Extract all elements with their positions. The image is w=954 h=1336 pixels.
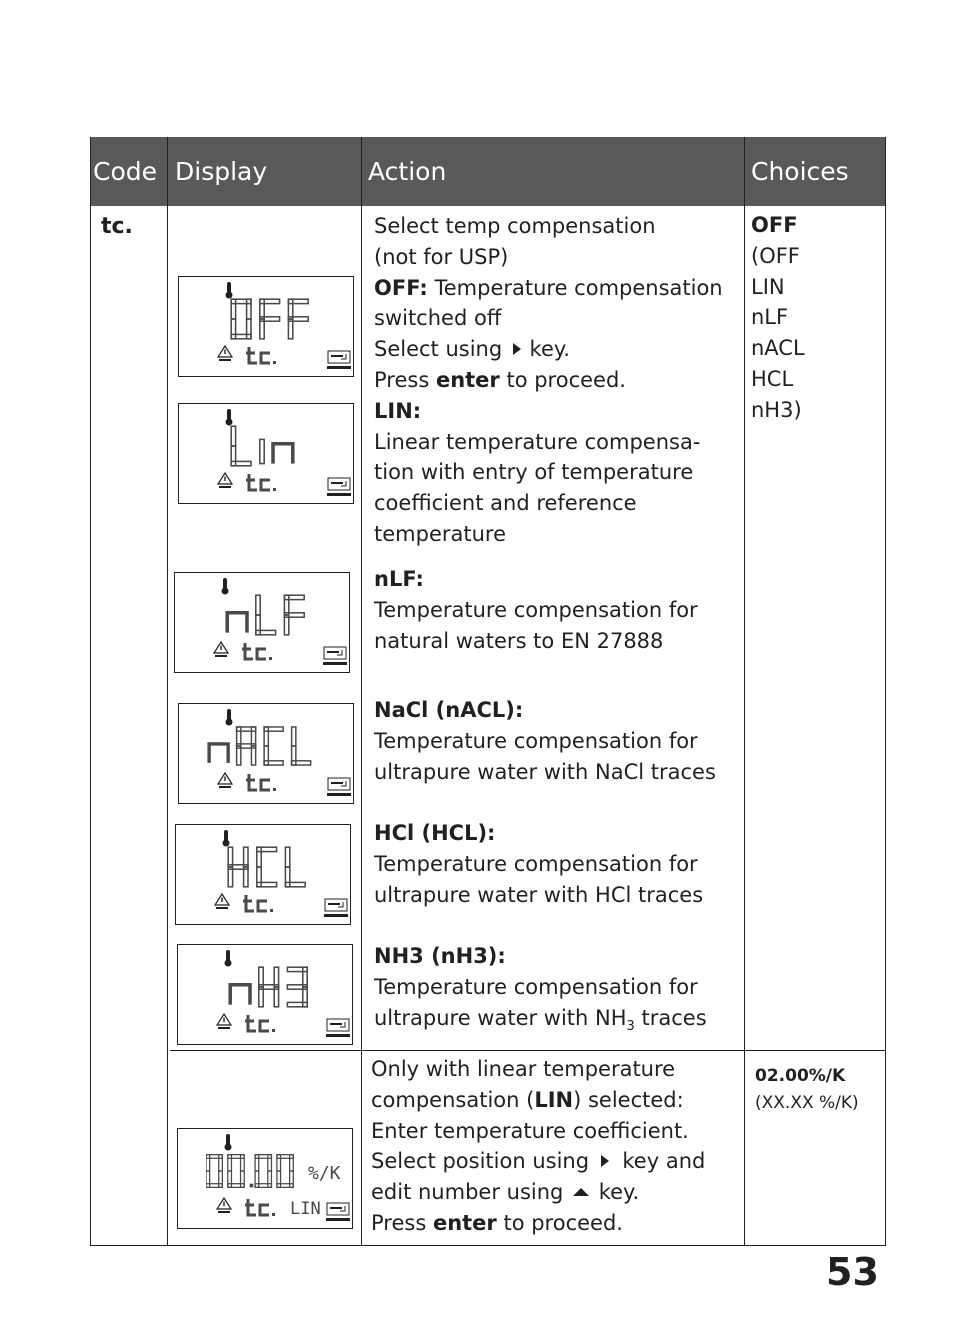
lcd-display — [177, 944, 353, 1045]
action-text: key and — [615, 1149, 706, 1174]
enter-key-icon — [327, 347, 351, 371]
header-display: Display — [175, 157, 268, 186]
action-text-nh3 — [374, 941, 707, 1033]
enter-key-icon — [327, 774, 351, 798]
enter-key-icon — [326, 1199, 350, 1223]
lcd-display — [178, 276, 354, 377]
option-label-hcl: HCl (HCL): — [374, 821, 496, 845]
action-text: compensation ( — [371, 1087, 535, 1112]
right-arrow-key-icon — [596, 1153, 616, 1169]
table-border-bottom — [90, 1245, 886, 1246]
action-text-nlf — [374, 564, 698, 656]
lcd-main-reading — [228, 965, 338, 1009]
action-line — [374, 1003, 707, 1034]
action-line: switched off — [374, 306, 502, 331]
enter-key-label: enter — [432, 1210, 497, 1235]
tc-indicator — [241, 641, 273, 663]
choice-item: nLF — [751, 305, 789, 330]
choice-default-value: 02.00%/K — [755, 1066, 846, 1086]
tc-indicator — [245, 345, 277, 367]
lcd-sub-reading: LIN — [290, 1199, 321, 1219]
option-label-nacl: NaCl (nACL): — [374, 698, 524, 722]
action-text: traces — [634, 1005, 707, 1030]
action-line: coefficient and reference — [374, 491, 637, 516]
action-line: Enter temperature coefficient. — [371, 1118, 689, 1143]
enter-key-label: enter — [435, 367, 500, 392]
action-text: Press — [371, 1210, 433, 1235]
header-divider — [167, 137, 168, 206]
enter-key-icon — [326, 1015, 350, 1039]
action-line — [374, 334, 723, 365]
parameter-code: tc. — [101, 214, 133, 239]
choices-list — [751, 210, 805, 426]
action-line: Temperature compensation for — [374, 597, 698, 622]
tc-indicator — [245, 772, 277, 794]
warning-hold-icon — [214, 893, 230, 911]
action-line — [374, 365, 723, 396]
instruction-text: key. — [522, 337, 570, 362]
right-arrow-key-icon — [509, 341, 523, 357]
choice-item: nACL — [751, 336, 805, 361]
action-text: to proceed. — [496, 1210, 623, 1235]
enter-key-icon — [327, 474, 351, 498]
enter-key-icon — [324, 895, 348, 919]
option-label-off: OFF: — [374, 275, 428, 300]
lcd-unit: %/K — [308, 1163, 341, 1184]
choice-item: HCL — [751, 366, 794, 391]
table-header-labels — [90, 137, 886, 206]
lin-label: LIN — [534, 1087, 574, 1112]
instruction-text: Press — [374, 367, 436, 392]
lcd-main-reading — [226, 845, 336, 889]
tc-indicator — [242, 893, 274, 915]
lcd-main-reading — [207, 724, 317, 768]
option-label-nh3: NH3 (nH3): — [374, 944, 506, 968]
choice-format: (XX.XX %/K) — [755, 1093, 859, 1113]
action-line: tion with entry of temperature — [374, 460, 694, 485]
warning-hold-icon — [216, 1013, 232, 1031]
action-line: Select temp compensation — [374, 214, 656, 238]
table-col-divider — [167, 206, 168, 1246]
up-arrow-key-icon — [570, 1183, 592, 1199]
action-text-nacl — [374, 695, 716, 787]
action-text-hcl — [374, 818, 703, 910]
header-choices: Choices — [751, 157, 849, 186]
action-line — [371, 1177, 705, 1208]
action-line: Linear temperature compensa- — [374, 429, 701, 454]
table-border-right — [885, 137, 886, 1246]
warning-hold-icon — [217, 472, 233, 490]
lcd-display — [174, 572, 350, 673]
warning-hold-icon — [217, 772, 233, 790]
header-code: Code — [93, 157, 158, 186]
instruction-text: to proceed. — [499, 367, 626, 392]
action-line: ultrapure water with NaCl traces — [374, 759, 716, 784]
action-line: Temperature compensation for — [374, 974, 698, 999]
warning-hold-icon — [216, 1197, 232, 1215]
lcd-display — [178, 703, 354, 804]
tc-indicator — [245, 472, 277, 494]
action-text-row1 — [374, 211, 723, 550]
action-line: Only with linear temperature — [371, 1057, 676, 1081]
lcd-main-reading — [206, 1149, 306, 1193]
tc-indicator — [244, 1013, 276, 1035]
action-text: Select position using — [371, 1149, 596, 1174]
option-text: Temperature compensation — [427, 275, 723, 300]
choice-item: nH3) — [751, 397, 802, 422]
lcd-main-reading — [229, 297, 339, 341]
action-line — [371, 1085, 705, 1116]
choice-item: LIN — [751, 274, 785, 299]
header-divider — [744, 137, 745, 206]
option-label-nlf: nLF: — [374, 567, 424, 591]
action-line: Temperature compensation for — [374, 851, 698, 876]
page-number: 53 — [826, 1250, 879, 1294]
action-line — [374, 273, 723, 304]
lcd-display — [175, 824, 351, 925]
instruction-text: Select using — [374, 337, 509, 362]
table-border-left — [90, 137, 91, 1246]
action-line: ultrapure water with HCl traces — [374, 882, 704, 907]
header-divider — [361, 137, 362, 206]
table-col-divider — [744, 206, 745, 1246]
action-line: Temperature compensation for — [374, 728, 698, 753]
choice-default: OFF — [751, 213, 798, 237]
lcd-display-coefficient — [177, 1128, 353, 1229]
action-line — [371, 1146, 705, 1177]
action-text: edit number using — [371, 1180, 571, 1205]
table-col-divider — [361, 206, 362, 1246]
warning-hold-icon — [217, 345, 233, 363]
action-text: key. — [592, 1180, 640, 1205]
action-line: temperature — [374, 521, 506, 546]
row-divider — [170, 1050, 886, 1051]
lcd-display — [178, 403, 354, 504]
header-action: Action — [368, 157, 447, 186]
subscript: 3 — [626, 1018, 635, 1034]
choice-item: (OFF — [751, 243, 800, 268]
action-line: (not for USP) — [374, 244, 509, 269]
lcd-main-reading — [229, 424, 339, 468]
lcd-main-reading — [225, 593, 335, 637]
action-text: ) selected: — [573, 1087, 684, 1112]
enter-key-icon — [323, 643, 347, 667]
warning-hold-icon — [213, 641, 229, 659]
action-text: ultrapure water with NH — [374, 1005, 627, 1030]
action-line — [371, 1208, 705, 1239]
action-line: natural waters to EN 27888 — [374, 628, 664, 653]
option-label-lin: LIN: — [374, 398, 422, 423]
tc-indicator — [244, 1197, 276, 1219]
action-text-row2 — [371, 1054, 705, 1239]
